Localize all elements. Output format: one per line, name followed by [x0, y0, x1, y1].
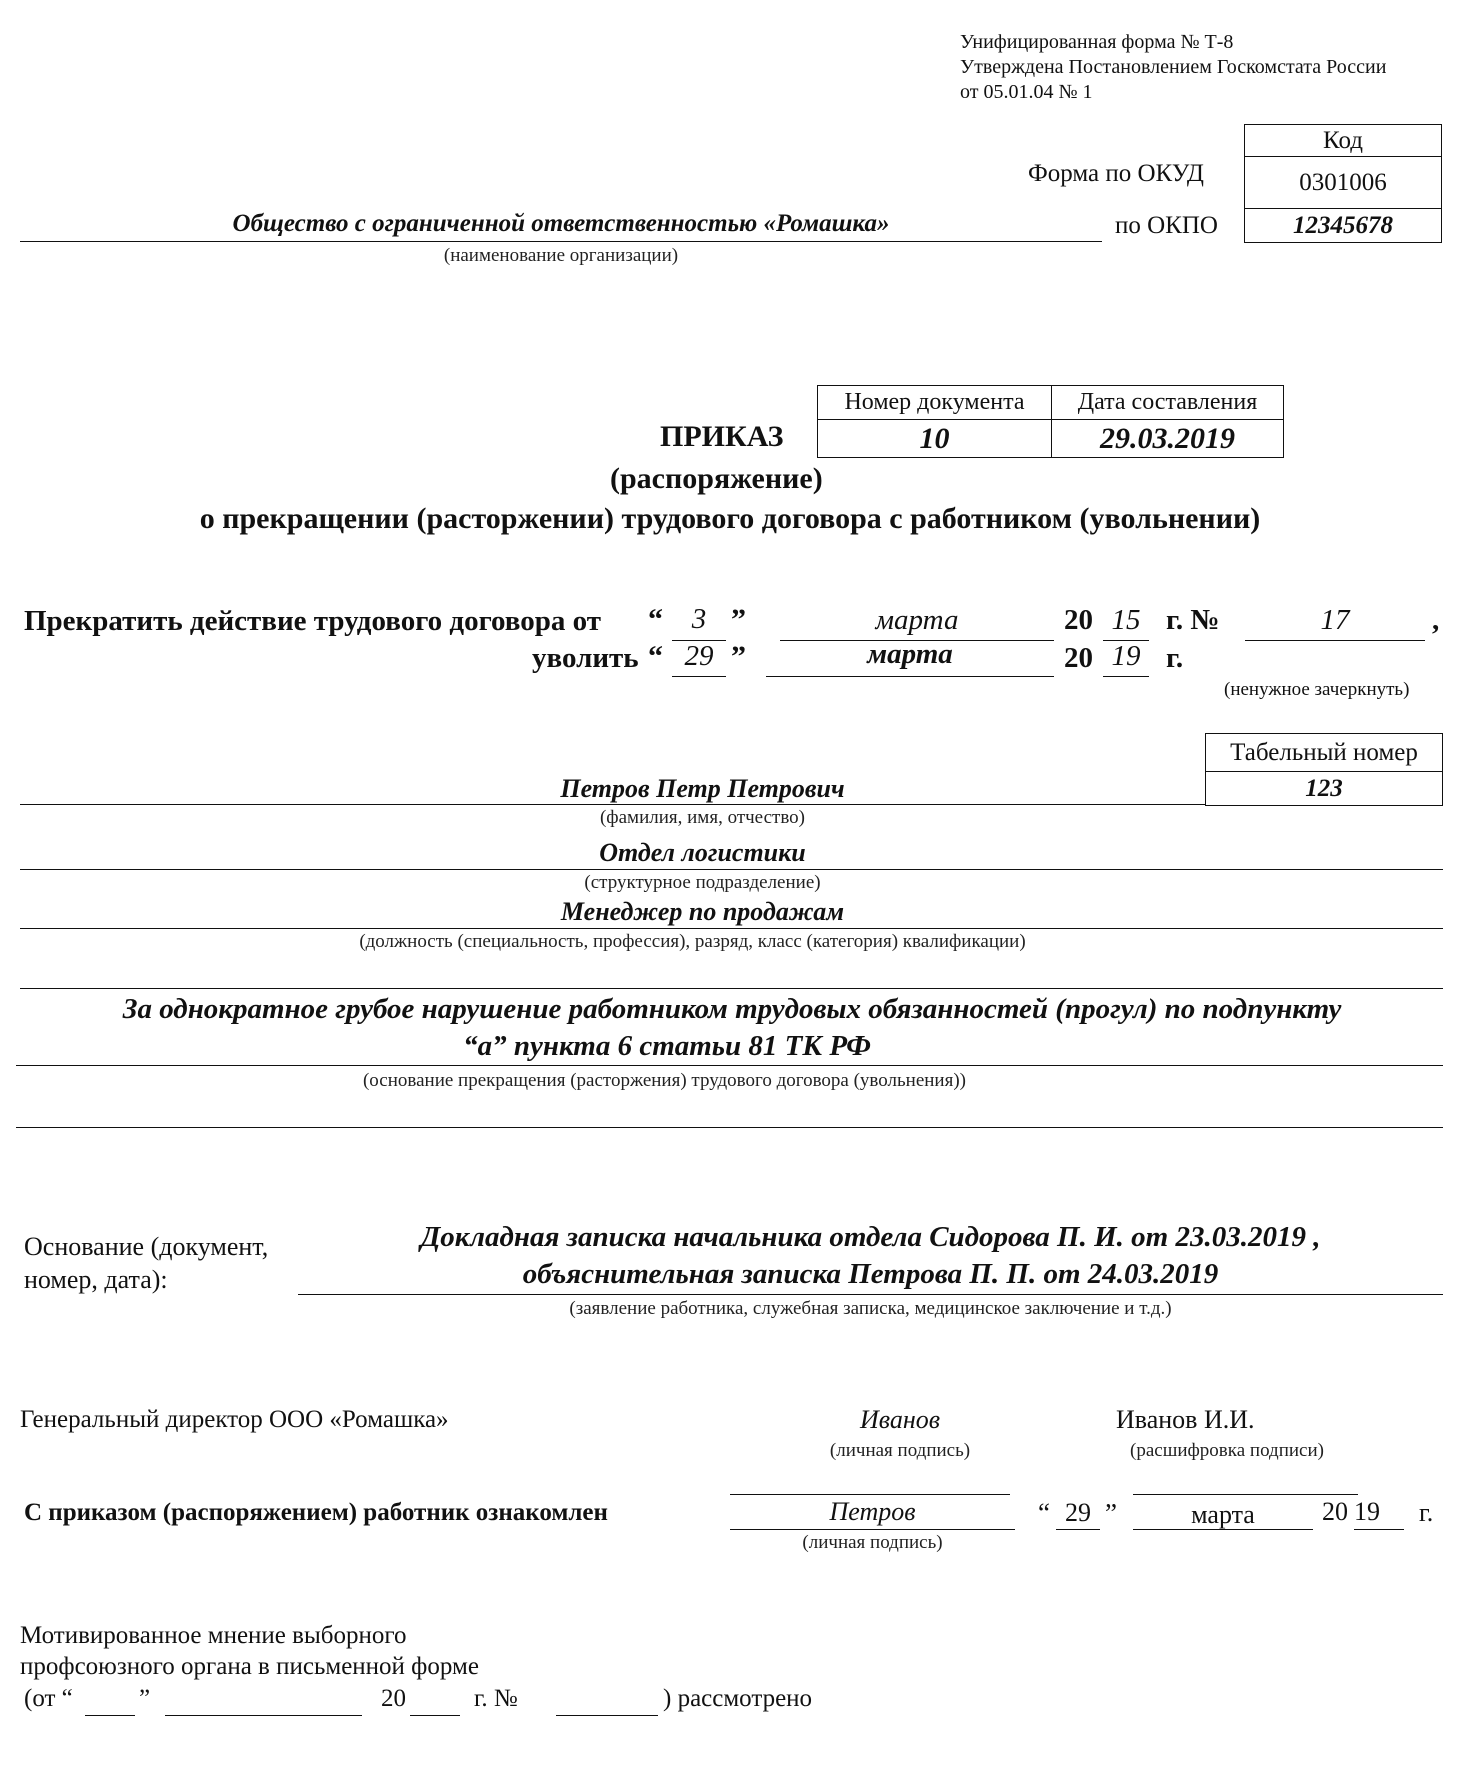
strike-note: (ненужное зачеркнуть) — [1224, 679, 1410, 700]
ack-day: 29 — [1065, 1498, 1091, 1527]
basis-line2: объяснительная записка Петрова П. П. от 24.03.2019 — [522, 1258, 1219, 1290]
grounds-line1: За однократное грубое нарушение работником трудовых обязанностей (прогул) по подпункту — [122, 993, 1342, 1025]
codes-table — [1244, 124, 1442, 243]
employee-name-caption: (фамилия, имя, отчество) — [599, 807, 805, 828]
grounds-caption: (основание прекращения (расторжения) трудового договора (увольнения)) — [362, 1070, 966, 1091]
basis-line1: Докладная записка начальника отдела Сидорова П. И. от 23.03.2019 , — [420, 1221, 1321, 1253]
contract-number: 17 — [1320, 604, 1350, 636]
tab-number-value: 123 — [1206, 772, 1443, 806]
director-title: Генеральный директор ООО «Ромашка» — [20, 1406, 449, 1433]
organization-caption: (наименование организации) — [443, 245, 679, 266]
union-line2: профсоюзного органа в письменной форме — [20, 1653, 479, 1680]
employee-signature-caption: (личная подпись) — [802, 1532, 943, 1553]
form-approval: Утверждена Постановлением Госкомстата России — [960, 56, 1387, 78]
title-subject: о прекращении (расторжении) трудового договора с работником (увольнении) — [199, 502, 1261, 535]
contract-day: 3 — [691, 603, 707, 635]
dismiss-label: уволить — [532, 642, 639, 674]
acknowledgement-label: С приказом (распоряжением) работник ознакомлен — [24, 1499, 608, 1526]
employee-position: Менеджер по продажам — [560, 897, 845, 926]
director-decoded-caption: (расшифровка подписи) — [1130, 1440, 1324, 1461]
basis-label-1: Основание (документ, — [24, 1232, 269, 1261]
basis-caption: (заявление работника, служебная записка, медицинское заключение и т.д.) — [569, 1298, 1172, 1319]
basis-label-2: номер, дата): — [24, 1265, 168, 1294]
position-caption: (должность (специальность, профессия), разряд, класс (категория) квалификации) — [359, 931, 1026, 952]
director-signature: Иванов — [859, 1405, 941, 1434]
okud-label: Форма по ОКУД — [1028, 160, 1204, 187]
doc-number: 10 — [818, 420, 1052, 458]
contract-month: марта — [875, 604, 959, 636]
contract-label: Прекратить действие трудового договора от — [24, 605, 602, 637]
employee-signature: Петров — [829, 1497, 916, 1526]
dismiss-year: 19 — [1111, 640, 1141, 672]
tab-number-header: Табельный номер — [1206, 734, 1443, 772]
dismiss-day: 29 — [684, 640, 714, 672]
employee-name: Петров Петр Петрович — [560, 774, 845, 803]
union-line1: Мотивированное мнение выборного — [20, 1622, 407, 1649]
employee-department: Отдел логистики — [599, 838, 806, 867]
document-table — [817, 385, 1284, 458]
okpo-label: по ОКПО — [1115, 212, 1218, 239]
department-caption: (структурное подразделение) — [584, 872, 821, 893]
contract-year: 15 — [1111, 604, 1141, 636]
director-decoded: Иванов И.И. — [1116, 1405, 1255, 1434]
kod-header: Код — [1245, 125, 1442, 157]
form-approval-date: от 05.01.04 № 1 — [960, 81, 1093, 103]
grounds-line2: “а” пункта 6 статьи 81 ТК РФ — [463, 1030, 871, 1062]
title-rasporyazhenie: (распоряжение) — [610, 462, 823, 495]
document-page: Унифицированная форма № Т-8 Утверждена Постановлением Госкомстата России от 05.01.04 № 1 Код 0301006 12345678 Форма по ОКУД по ОКПО Общество с ограниченной ответственностью «Ромашка» (наименование организации) Номер документа Дата составления 10 29.03.2019 ПРИКАЗ (распоряжение) о прекращении (расторжении) трудового договора с работником (увольнении) Прекратить действие трудового договора от “ 3 ” марта 20 15 г. № 17 , уволить “ 29 ” марта 20 19 г. (ненужное зачеркнуть) Табельный номер 123 Петров Петр Петрович (фамилия, имя, отчество) Отдел логистики (структурное подразделение) Менеджер по продажам (должность (специальность, профессия), разряд, класс (категория) квалификации) За однократное грубое нарушение работником трудовых обязанностей (прогул) по подпункту “а” пункта 6 статьи 81 ТК РФ (основание прекращения (расторжения) трудового договора (увольнения)) Основание (документ, номер, дата): Докладная записка начальника отдела Сидорова П. И. от 23.03.2019 , объяснительная записка Петрова П. П. от 24.03.2019 (заявление работника, служебная записка, медицинское заключение и т.д.) Генеральный директор ООО «Ромашка» Иванов (личная подпись) Иванов И.И. (расшифровка подписи) С приказом (распоряжением) работник ознакомлен Петров (личная подпись) “ 29 ” марта 20 19 г. Мотивированное мнение выборного профсоюзного органа в письменной форме (от “ ” 20 г. № ) рассмотрено — [0, 0, 1465, 1771]
okud-code: 0301006 — [1245, 157, 1442, 209]
title-prikaz: ПРИКАЗ — [660, 420, 784, 453]
director-signature-caption: (личная подпись) — [829, 1440, 971, 1461]
dismiss-month: марта — [867, 638, 953, 670]
form-name: Унифицированная форма № Т-8 — [960, 31, 1234, 53]
ack-month: марта — [1191, 1500, 1255, 1529]
doc-date-header: Дата составления — [1052, 386, 1284, 420]
organization-name: Общество с ограниченной ответственностью «Ромашка» — [232, 210, 890, 237]
ack-year: 19 — [1354, 1497, 1380, 1526]
doc-number-header: Номер документа — [818, 386, 1052, 420]
doc-date: 29.03.2019 — [1052, 420, 1284, 458]
okpo-code: 12345678 — [1245, 209, 1442, 243]
